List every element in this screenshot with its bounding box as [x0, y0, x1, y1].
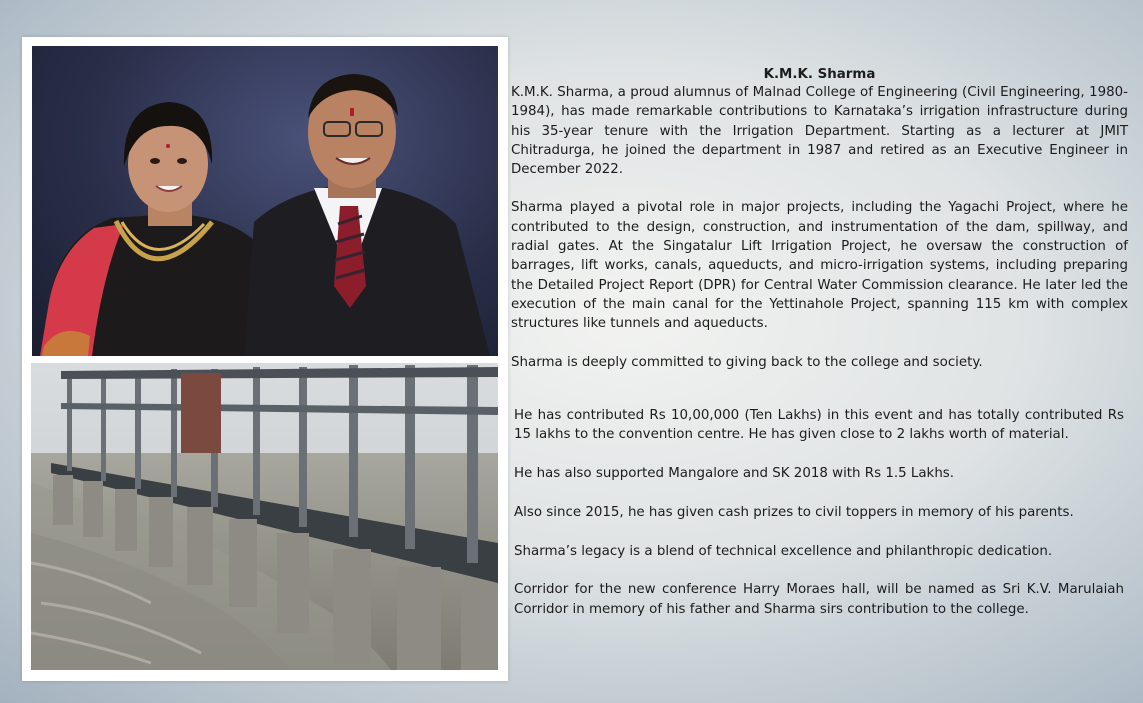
- couple-portrait-icon: [32, 46, 498, 356]
- contribution-paragraph: Also since 2015, he has given cash prizes to civil toppers in memory of his parents.: [514, 504, 1074, 520]
- contribution-paragraph: He has also supported Mangalore and SK 2018 with Rs 1.5 Lakhs.: [514, 466, 955, 482]
- profile-name: K.M.K. Sharma: [763, 67, 876, 82]
- contribution-paragraph: Corridor for the new conference Harry Moraes hall, will be named as Sri K.V. Marulaiah Corridor in memory of his father and Sharma sirs contribution to the college.: [514, 582, 1124, 617]
- dam-photo: [31, 363, 498, 670]
- portrait-photo: [32, 46, 498, 356]
- bio-paragraph-3: Sharma is deeply committed to giving back to the college and society.: [511, 354, 983, 370]
- bio-paragraph-1: K.M.K. Sharma, a proud alumnus of Malnad College of Engineering (Civil Engineering, 1980-1984), has made remarkable contributions to Karnataka’s irrigation infrastructure during his 35-year tenure with the Irrigation Department. Starting as a lecturer at JMIT Chitradurga, he joined the department in 1987 and retired as an Executive Engineer in December 2022.: [511, 85, 1128, 178]
- contribution-paragraph: Sharma’s legacy is a blend of technical excellence and philanthropic dedication.: [514, 543, 1053, 559]
- barrage-dam-icon: [31, 363, 498, 670]
- contribution-paragraph: He has contributed Rs 10,00,000 (Ten Lakhs) in this event and has totally contributed Rs 15 lakhs to the convention centre. He has given close to 2 lakhs worth of material.: [514, 408, 1124, 443]
- bio-paragraph-2: Sharma played a pivotal role in major projects, including the Yagachi Project, where he contributed to the design, construction, and instrumentation of the dam, spillway, and radial gates. At the Singatalur Lift Irrigation Project, he oversaw the construction of barrages, lift works, canals, aqueducts, and micro-irrigation systems, including preparing the Detailed Project Report (DPR) for Central Water Commission clearance. He later led the execution of the main canal for the Yettinahole Project, spanning 115 km with complex structures like tunnels and aqueducts.: [511, 200, 1128, 332]
- profile-text: [511, 66, 1128, 372]
- photo-frame: [22, 37, 508, 681]
- contributions-text: [514, 406, 1124, 639]
